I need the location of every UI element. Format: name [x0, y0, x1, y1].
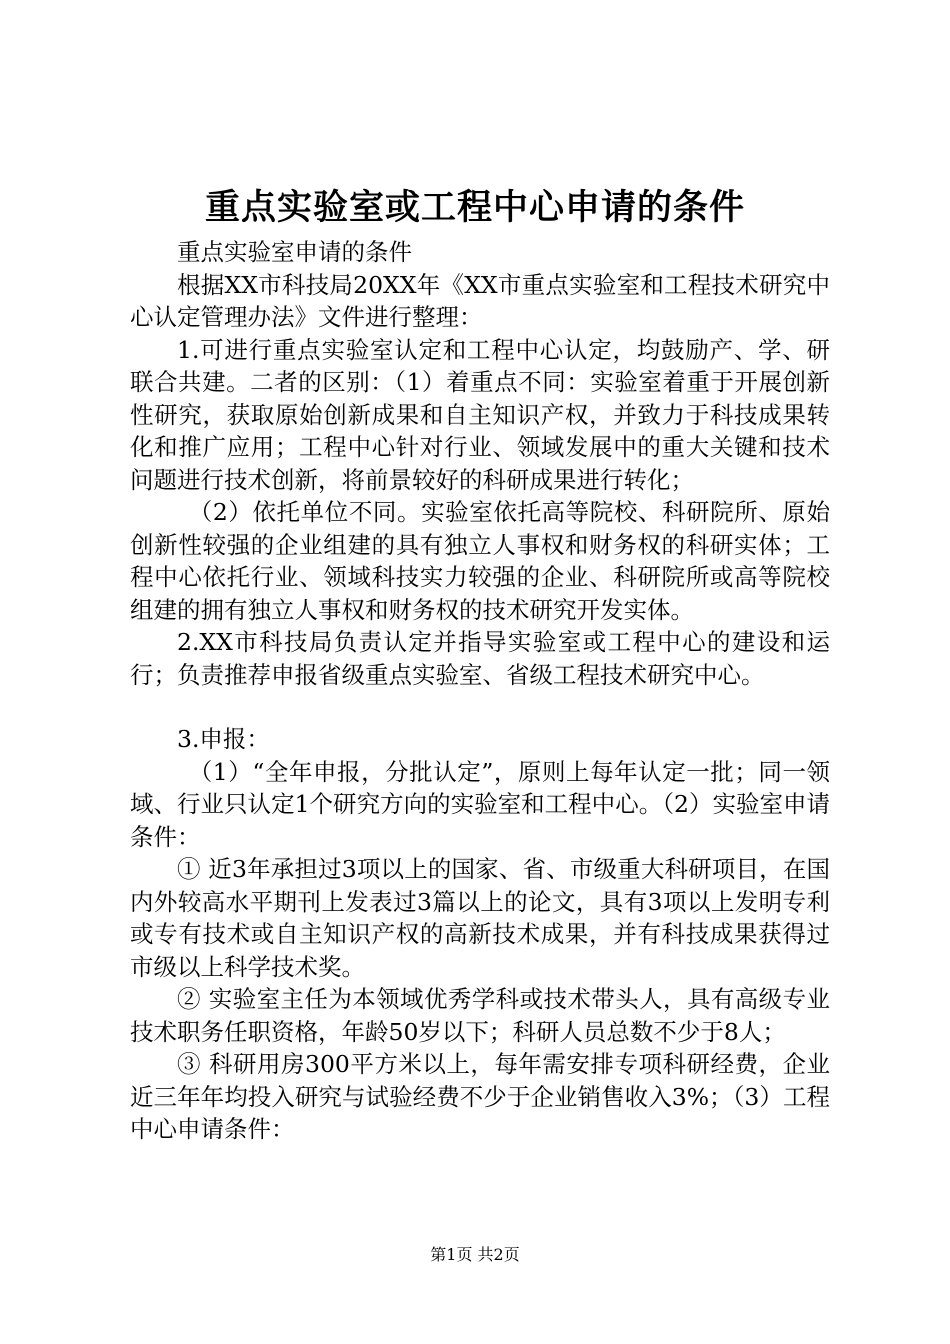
- paragraph-item-1: 1.可进行重点实验室认定和工程中心认定，均鼓励产、学、研联合共建。二者的区别：（1）着重点不同：实验室着重于开展创新性研究，获取原始创新成果和自主知识产权，并致力于科技成果转化和推广应用；工程中心针对行业、领域发展中的重大关键和技术问题进行技术创新，将前景较好的科研成果进行转化；: [130, 335, 830, 494]
- paragraph-subtitle: 重点实验室申请的条件: [177, 238, 412, 266]
- paragraph-condition-2: ② 实验室主任为本领域优秀学科或技术带头人，具有高级专业技术职务任职资格，年龄50岁以下；科研人员总数不少于8人；: [130, 985, 830, 1046]
- paragraph-item-1-2: （2）依托单位不同。实验室依托高等院校、科研院所、原始创新性较强的企业组建的具有独立人事权和财务权的科研实体；工程中心依托行业、领域科技实力较强的企业、科研院所或高等院校组建的拥有独立人事权和财务权的技术研究开发实体。: [130, 498, 830, 624]
- document-title: 重点实验室或工程中心申请的条件: [204, 187, 745, 228]
- paragraph-item-3-1: （1）“全年申报，分批认定”，原则上每年认定一批；同一领域、行业只认定1个研究方向的实验室和工程中心。（2）实验室申请条件：: [130, 757, 830, 851]
- paragraph-item-2: 2.XX市科技局负责认定并指导实验室或工程中心的建设和运行；负责推荐申报省级重点实验室、省级工程技术研究中心。: [130, 628, 830, 689]
- document-body: [130, 236, 830, 1146]
- paragraph-condition-3: ③ 科研用房300平方米以上，每年需安排专项科研经费，企业近三年年均投入研究与试验经费不少于企业销售收入3%；（3）工程中心申请条件：: [130, 1050, 830, 1143]
- paragraph-intro: 根据XX市科技局20XX年《XX市重点实验室和工程技术研究中心认定管理办法》文件进行整理：: [130, 270, 830, 331]
- paragraph-item-3-heading: 3.申报：: [177, 725, 270, 753]
- page-number: 第1页 共2页: [430, 1245, 520, 1264]
- paragraph-condition-1: ① 近3年承担过3项以上的国家、省、市级重大科研项目，在国内外较高水平期刊上发表过3篇以上的论文，具有3项以上发明专利或专有技术或自主知识产权的高新技术成果，并有科技成果获得过市级以上科学技术奖。: [130, 855, 830, 981]
